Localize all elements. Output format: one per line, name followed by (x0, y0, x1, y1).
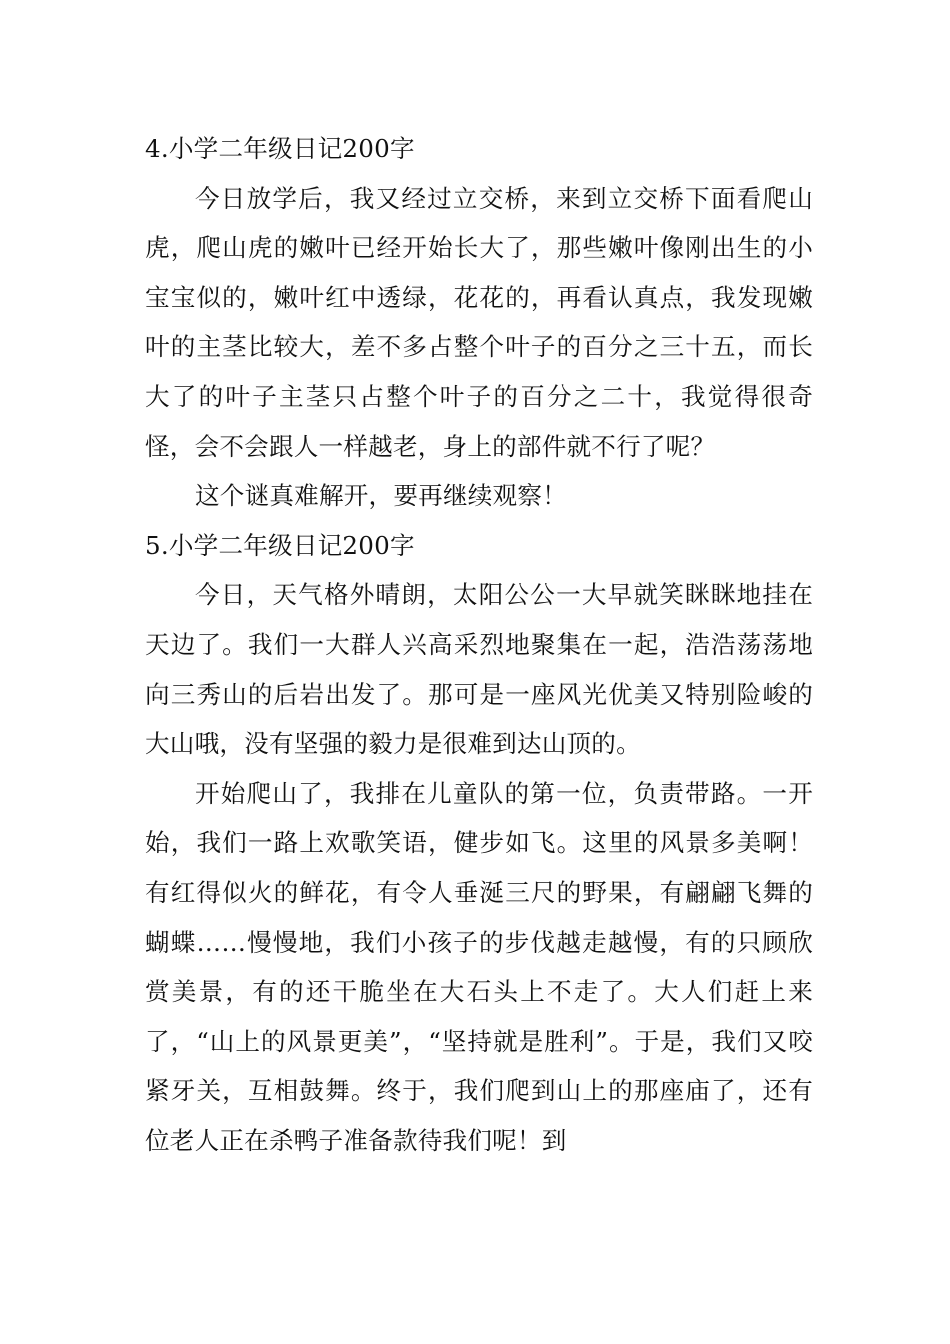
paragraph: 这个谜真难解开，要再继续观察！ (195, 481, 567, 511)
section-heading-4: 4.小学二年级日记200字 (145, 134, 415, 163)
document-body (145, 124, 813, 1165)
paragraph: 今日，天气格外晴朗，太阳公公一大早就笑眯眯地挂在天边了。我们一大群人兴高采烈地聚集在一起，浩浩荡荡地向三秀山的后岩出发了。那可是一座风光优美又特别险峻的大山哦，没有坚强的毅力是很难到达山顶的。 (145, 580, 813, 759)
paragraph: 今日放学后，我又经过立交桥，来到立交桥下面看爬山虎，爬山虎的嫩叶已经开始长大了，那些嫩叶像刚出生的小宝宝似的，嫩叶红中透绿，花花的，再看认真点，我发现嫩叶的主茎比较大，差不多占整个叶子的百分之三十五，而长大了的叶子主茎只占整个叶子的百分之二十，我觉得很奇怪，会不会跟人一样越老，身上的部件就不行了呢？ (145, 183, 813, 461)
section-heading-5: 5.小学二年级日记200字 (145, 530, 415, 560)
paragraph: 开始爬山了，我排在儿童队的第一位，负责带路。一开始，我们一路上欢歌笑语，健步如飞。这里的风景多美啊！有红得似火的鲜花，有令人垂涎三尺的野果，有翩翩飞舞的蝴蝶……慢慢地，我们小孩子的步伐越走越慢，有的只顾欣赏美景，有的还干脆坐在大石头上不走了。大人们赶上来了，“山上的风景更美”，“坚持就是胜利”。于是，我们又咬紧牙关，互相鼓舞。终于，我们爬到山上的那座庙了，还有位老人正在杀鸭子准备款待我们呢！到 (145, 778, 813, 1155)
